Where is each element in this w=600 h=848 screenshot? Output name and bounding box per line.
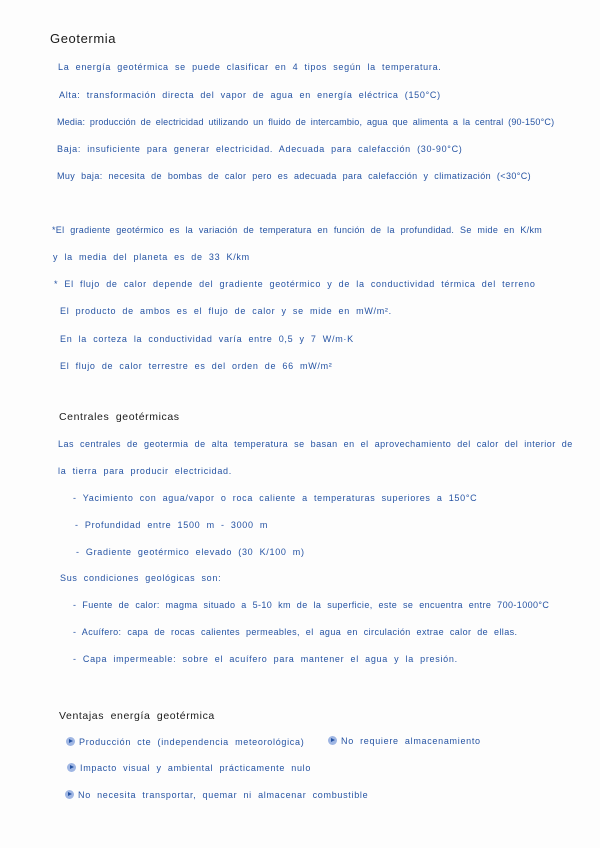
centrales-line: - Yacimiento con agua/vapor o roca caliente a temperaturas superiores a 150°C: [73, 493, 478, 503]
centrales-line: - Acuífero: capa de rocas calientes permeables, el agua en circulación extrae calor de ellas.: [73, 627, 518, 637]
advantage-item: [65, 790, 368, 800]
section-heading-ventajas: Ventajas energía geotérmica: [59, 710, 215, 722]
advantage-text: No requiere almacenamiento: [341, 736, 481, 746]
gradient-line: El producto de ambos es el flujo de calor y se mide en mW/m².: [60, 306, 392, 316]
play-bullet-icon: [65, 790, 74, 799]
section-heading-centrales: Centrales geotérmicas: [59, 411, 180, 423]
gradient-line: El flujo de calor terrestre es del orden de 66 mW/m²: [60, 361, 333, 371]
intro-line: La energía geotérmica se puede clasificar en 4 tipos según la temperatura.: [58, 62, 442, 72]
page-title: Geotermia: [50, 31, 117, 46]
play-bullet-icon: [328, 736, 337, 745]
gradient-line: *El gradiente geotérmico es la variación de temperatura en función de la profundidad. Se mide en K/km: [52, 225, 543, 235]
advantage-item: [67, 763, 311, 773]
advantage-text: Producción cte (independencia meteorológica): [79, 737, 305, 747]
intro-line: Muy baja: necesita de bombas de calor pero es adecuada para calefacción y climatización (<30°C): [57, 171, 532, 181]
intro-line: Baja: insuficiente para generar electricidad. Adecuada para calefacción (30-90°C): [57, 144, 463, 154]
advantage-item: [66, 737, 304, 747]
centrales-line: - Fuente de calor: magma situado a 5-10 km de la superficie, este se encuentra entre 700-1000°C: [73, 600, 550, 610]
centrales-line: - Gradiente geotérmico elevado (30 K/100 m): [76, 547, 305, 557]
intro-line: Alta: transformación directa del vapor de agua en energía eléctrica (150°C): [59, 90, 441, 100]
gradient-line: En la corteza la conductividad varía entre 0,5 y 7 W/m·K: [60, 334, 354, 344]
centrales-line: - Capa impermeable: sobre el acuífero para mantener el agua y la presión.: [73, 654, 458, 664]
play-bullet-icon: [66, 737, 75, 746]
centrales-line: la tierra para producir electricidad.: [58, 466, 232, 476]
play-bullet-icon: [67, 763, 76, 772]
centrales-line: Las centrales de geotermia de alta temperatura se basan en el aprovechamiento del calor del interior de: [58, 439, 573, 449]
advantage-text: Impacto visual y ambiental prácticamente nulo: [80, 763, 312, 773]
advantage-text: No necesita transportar, quemar ni almacenar combustible: [78, 790, 369, 800]
advantage-item: [328, 736, 481, 746]
centrales-line: - Profundidad entre 1500 m - 3000 m: [75, 520, 269, 530]
gradient-line: y la media del planeta es de 33 K/km: [53, 252, 250, 262]
intro-line: Media: producción de electricidad utilizando un fluido de intercambio, agua que alimenta a la central (90-150°C): [57, 117, 555, 127]
gradient-line: * El flujo de calor depende del gradiente geotérmico y de la conductividad térmica del terreno: [54, 279, 536, 289]
centrales-line: Sus condiciones geológicas son:: [60, 573, 222, 583]
